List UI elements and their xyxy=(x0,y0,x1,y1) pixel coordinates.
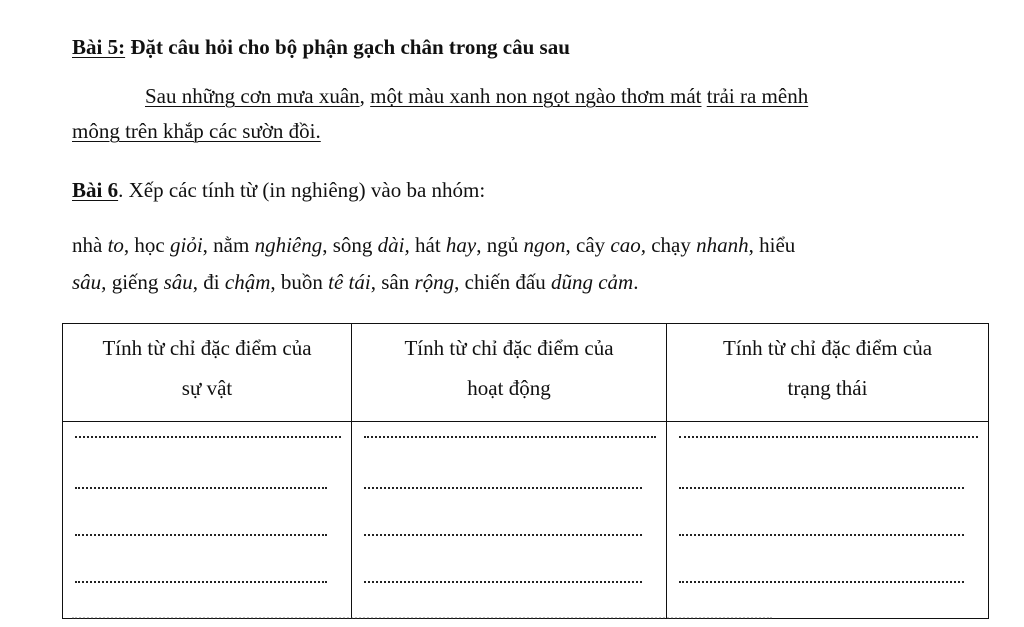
word-plain: , hiểu xyxy=(748,233,796,257)
header-things-line-2: sự vật xyxy=(181,376,233,400)
answer-line xyxy=(63,469,351,516)
word-plain: , ngủ xyxy=(476,233,524,257)
adjective-italic: nhanh xyxy=(696,233,749,257)
header-activities xyxy=(352,324,667,422)
word-plain: hát xyxy=(409,233,446,257)
adjective-italic: sâu xyxy=(163,270,193,294)
header-activities-line-1: Tính từ chỉ đặc điểm của xyxy=(404,336,614,360)
adjective-list-line-1 xyxy=(72,232,795,258)
word-plain: , nằm xyxy=(202,233,255,257)
word-plain: , buồn xyxy=(270,270,329,294)
exercise-6-heading xyxy=(72,177,485,203)
word-plain: , cây xyxy=(565,233,611,257)
adjective-italic: nghiêng xyxy=(254,233,323,257)
page-cut-edge xyxy=(72,617,772,627)
answer-line xyxy=(352,469,666,516)
header-states xyxy=(667,324,989,422)
adjective-italic: sâu, xyxy=(72,270,107,294)
exercise-6-prompt: . Xếp các tính từ (in nghiêng) vào ba nhóm: xyxy=(118,178,486,202)
word-plain: , sông xyxy=(322,233,378,257)
adjective-italic: giỏi xyxy=(170,233,203,257)
underlined-phrase-1: Sau những cơn mưa xuân xyxy=(145,84,360,108)
word-plain: , học xyxy=(123,233,170,257)
answer-line xyxy=(667,563,988,610)
adjective-italic: dũng cảm xyxy=(550,270,634,294)
adjective-italic: cao, xyxy=(610,233,646,257)
answer-cell-things[interactable] xyxy=(63,422,352,619)
sentence-separator-1: , xyxy=(359,84,371,108)
answer-line xyxy=(352,422,666,469)
exercise-5-sentence-line-1 xyxy=(145,83,808,109)
word-plain: . xyxy=(633,270,639,294)
word-plain: giếng xyxy=(106,270,164,294)
answer-line xyxy=(352,516,666,563)
answer-line xyxy=(667,516,988,563)
exercise-5-sentence-line-2 xyxy=(72,118,321,144)
adjective-group-table xyxy=(62,323,989,619)
answer-line xyxy=(667,422,988,469)
underlined-phrase-2: một màu xanh non ngọt ngào thơm mát xyxy=(370,84,702,108)
adjective-list-line-2 xyxy=(72,269,638,295)
header-things xyxy=(63,324,352,422)
header-states-line-2: trạng thái xyxy=(787,376,868,400)
answer-line xyxy=(63,563,351,610)
table-answer-row xyxy=(63,422,989,619)
adjective-italic: ngon xyxy=(523,233,566,257)
header-things-line-1: Tính từ chỉ đặc điểm của xyxy=(102,336,312,360)
word-plain: , chiến đấu xyxy=(454,270,551,294)
table-header-row xyxy=(63,324,989,422)
adjective-italic: chậm xyxy=(224,270,271,294)
exercise-5-heading xyxy=(72,34,570,60)
header-states-line-1: Tính từ chỉ đặc điểm của xyxy=(722,336,933,360)
answer-cell-activities[interactable] xyxy=(352,422,667,619)
exercise-5-label: Bài 5: xyxy=(72,35,126,59)
exercise-5-prompt: Đặt câu hỏi cho bộ phận gạch chân trong câu sau xyxy=(130,35,570,59)
underlined-phrase-3: trải ra mênh xyxy=(706,84,809,108)
adjective-italic: to xyxy=(107,233,124,257)
adjective-italic: rộng xyxy=(414,270,455,294)
answer-line xyxy=(352,563,666,610)
answer-line xyxy=(63,516,351,563)
answer-line xyxy=(63,422,351,469)
answer-line xyxy=(667,469,988,516)
word-plain: , đi xyxy=(192,270,225,294)
underlined-phrase-3-cont: mông trên khắp các sườn đồi. xyxy=(72,119,321,143)
adjective-italic: hay xyxy=(445,233,477,257)
exercise-6-label: Bài 6 xyxy=(72,178,119,202)
word-plain: , sân xyxy=(370,270,415,294)
word-plain: chạy xyxy=(645,233,697,257)
word-plain: nhà xyxy=(72,233,108,257)
answer-cell-states[interactable] xyxy=(667,422,989,619)
header-activities-line-2: hoạt động xyxy=(467,376,551,400)
adjective-italic: dài, xyxy=(377,233,410,257)
adjective-italic: tê tái xyxy=(328,270,371,294)
